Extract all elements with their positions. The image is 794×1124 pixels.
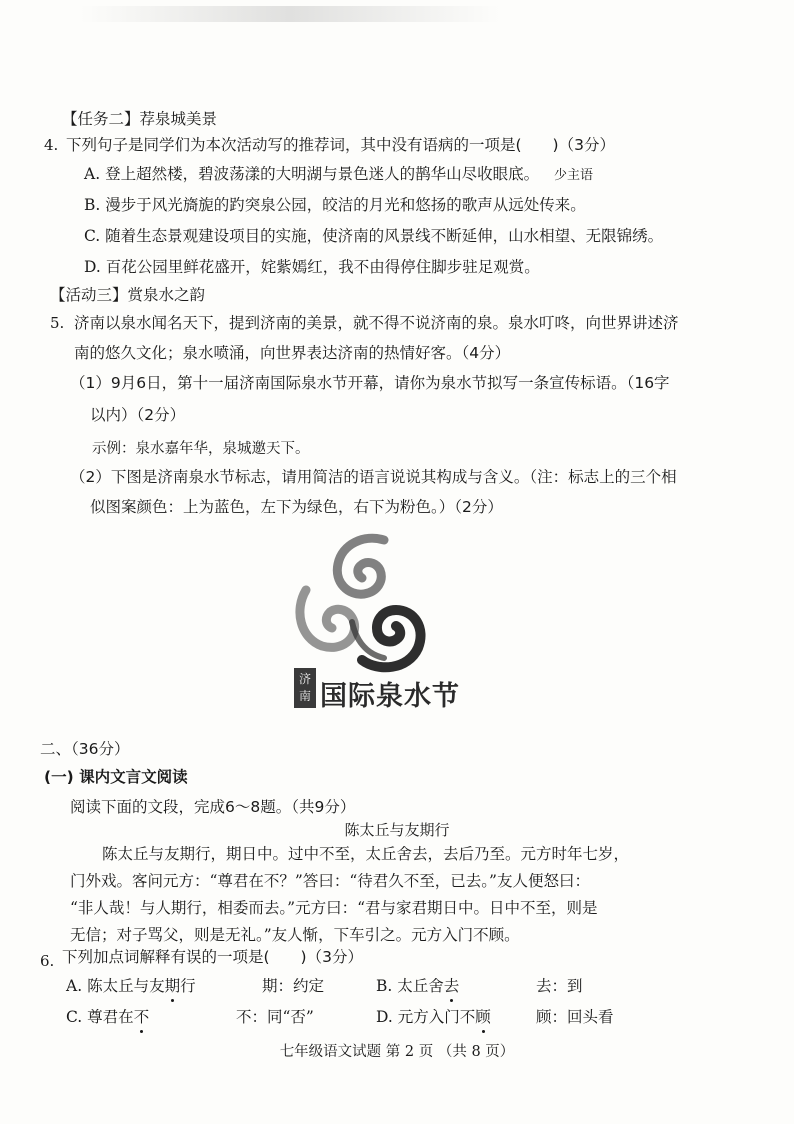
task2-heading: 【任务二】荐泉城美景 xyxy=(62,110,218,128)
option-label: A. xyxy=(84,165,101,183)
option-label: D. xyxy=(376,1008,393,1026)
q5-sub2-line1: （2）下图是济南泉水节标志，请用简洁的语言说说其构成与含义。（注：标志上的三个相 xyxy=(70,468,677,486)
bottom-left-spiral-icon xyxy=(300,590,355,647)
dotted-word: 顾 xyxy=(475,1008,491,1026)
q4-option-b xyxy=(84,194,586,216)
page-footer: 七年级语文试题 第 2 页 （共 8 页） xyxy=(279,1044,515,1060)
q6-option-c-gloss: 不：同“否” xyxy=(236,1008,314,1026)
logo-caption: 国际泉水节 xyxy=(320,681,460,712)
q5-sub1-line2: 以内）（2分） xyxy=(90,406,186,424)
dotted-word: 不 xyxy=(133,1008,150,1026)
part1-heading: (一) 课内文言文阅读 xyxy=(44,768,188,786)
passage-line-4: 无信；对子骂父，则是无礼。”友人惭，下车引之。元方入门不顾。 xyxy=(70,926,520,944)
q6-option-b-gloss: 去：到 xyxy=(536,977,583,995)
activity3-heading: 【活动三】赏泉水之韵 xyxy=(50,286,206,304)
q6-option-d-gloss: 顾：回头看 xyxy=(536,1008,614,1026)
q5-example: 示例：泉水嘉年华，泉城邀天下。 xyxy=(92,441,310,457)
dotted-word: 期 xyxy=(164,977,181,995)
q5-sub2-line2: 似图案颜色：上为蓝色，左下为绿色，右下为粉色。）（2分） xyxy=(90,498,503,516)
option-label: A. xyxy=(66,977,83,995)
option-text: 行 xyxy=(180,977,196,995)
option-label: C. xyxy=(66,1008,83,1026)
q6-number: 6. xyxy=(40,952,55,970)
q4-option-a xyxy=(84,163,593,187)
option-label: B. xyxy=(376,977,393,995)
q5-number: 5. xyxy=(50,314,65,332)
option-text: 太丘舍 xyxy=(397,977,444,995)
logo-seal-text: 济南 xyxy=(298,672,311,703)
q4-option-c xyxy=(84,225,663,247)
q6-option-a-gloss: 期：约定 xyxy=(262,977,325,995)
passage-line-1: 陈太丘与友期行，期日中。过中不至，太丘舍去，去后乃至。元方时年七岁， xyxy=(102,845,630,863)
passage-line-3: “非人哉！与人期行，相委而去。”元方曰：“君与家君期日中。日中不至，则是 xyxy=(70,899,598,917)
q5-sub1-line1: （1）9月6日，第十一届济南国际泉水节开幕，请你为泉水节拟写一条宣传标语。（16字 xyxy=(70,374,670,392)
bottom-right-spiral-icon xyxy=(352,610,421,667)
q6-option-a xyxy=(66,975,196,997)
handwritten-note: 少主语 xyxy=(554,168,594,183)
option-text: 尊君在 xyxy=(87,1008,134,1026)
q6-option-d xyxy=(376,1006,491,1028)
passage-line-2: 门外戏。客问元方：“尊君在不？”答曰：“待君久不至，已去。”友人便怒曰： xyxy=(70,872,590,890)
section2-heading: 二、（36分） xyxy=(40,740,130,758)
option-text: 元方入门不 xyxy=(397,1008,476,1026)
option-label: D. xyxy=(84,258,101,276)
option-text: 漫步于风光旖旎的趵突泉公园，皎洁的月光和悠扬的歌声从远处传来。 xyxy=(105,196,586,214)
q4-number: 4. xyxy=(44,136,59,154)
option-text: 百花公园里鲜花盛开，姹紫嫣红，我不由得停住脚步驻足观赏。 xyxy=(105,258,540,276)
q5-stem-line1: 济南以泉水闻名天下，提到济南的美景，就不得不说济南的泉。泉水叮咚，向世界讲述济 xyxy=(74,314,679,332)
option-text: 随着生态景观建设项目的实施，使济南的风景线不断延伸，山水相望、无限锦绣。 xyxy=(105,227,664,245)
option-text: 登上超然楼，碧波荡漾的大明湖与景色迷人的鹊华山尽收眼底。 xyxy=(105,165,540,183)
top-spiral-icon xyxy=(337,538,384,594)
passage-title: 陈太丘与友期行 xyxy=(344,821,450,839)
option-label: C. xyxy=(84,227,101,245)
option-text: 陈太丘与友 xyxy=(87,977,165,995)
q6-option-b xyxy=(376,975,459,997)
option-label: B. xyxy=(84,196,101,214)
reading-instruction: 阅读下面的文段，完成6～8题。（共9分） xyxy=(70,798,356,816)
q6-stem: 下列加点词解释有误的一项是( )（3分） xyxy=(62,948,363,966)
q6-option-c xyxy=(66,1006,149,1028)
dotted-word: 去 xyxy=(443,977,460,995)
q5-stem-line2: 南的悠久文化；泉水喷涌，向世界表达济南的热情好客。（4分） xyxy=(74,344,511,362)
q4-option-d xyxy=(84,256,540,278)
spring-festival-logo xyxy=(292,530,460,720)
q4-stem: 下列句子是同学们为本次活动写的推荐词，其中没有语病的一项是( )（3分） xyxy=(66,136,615,154)
scan-artifact xyxy=(80,6,500,22)
